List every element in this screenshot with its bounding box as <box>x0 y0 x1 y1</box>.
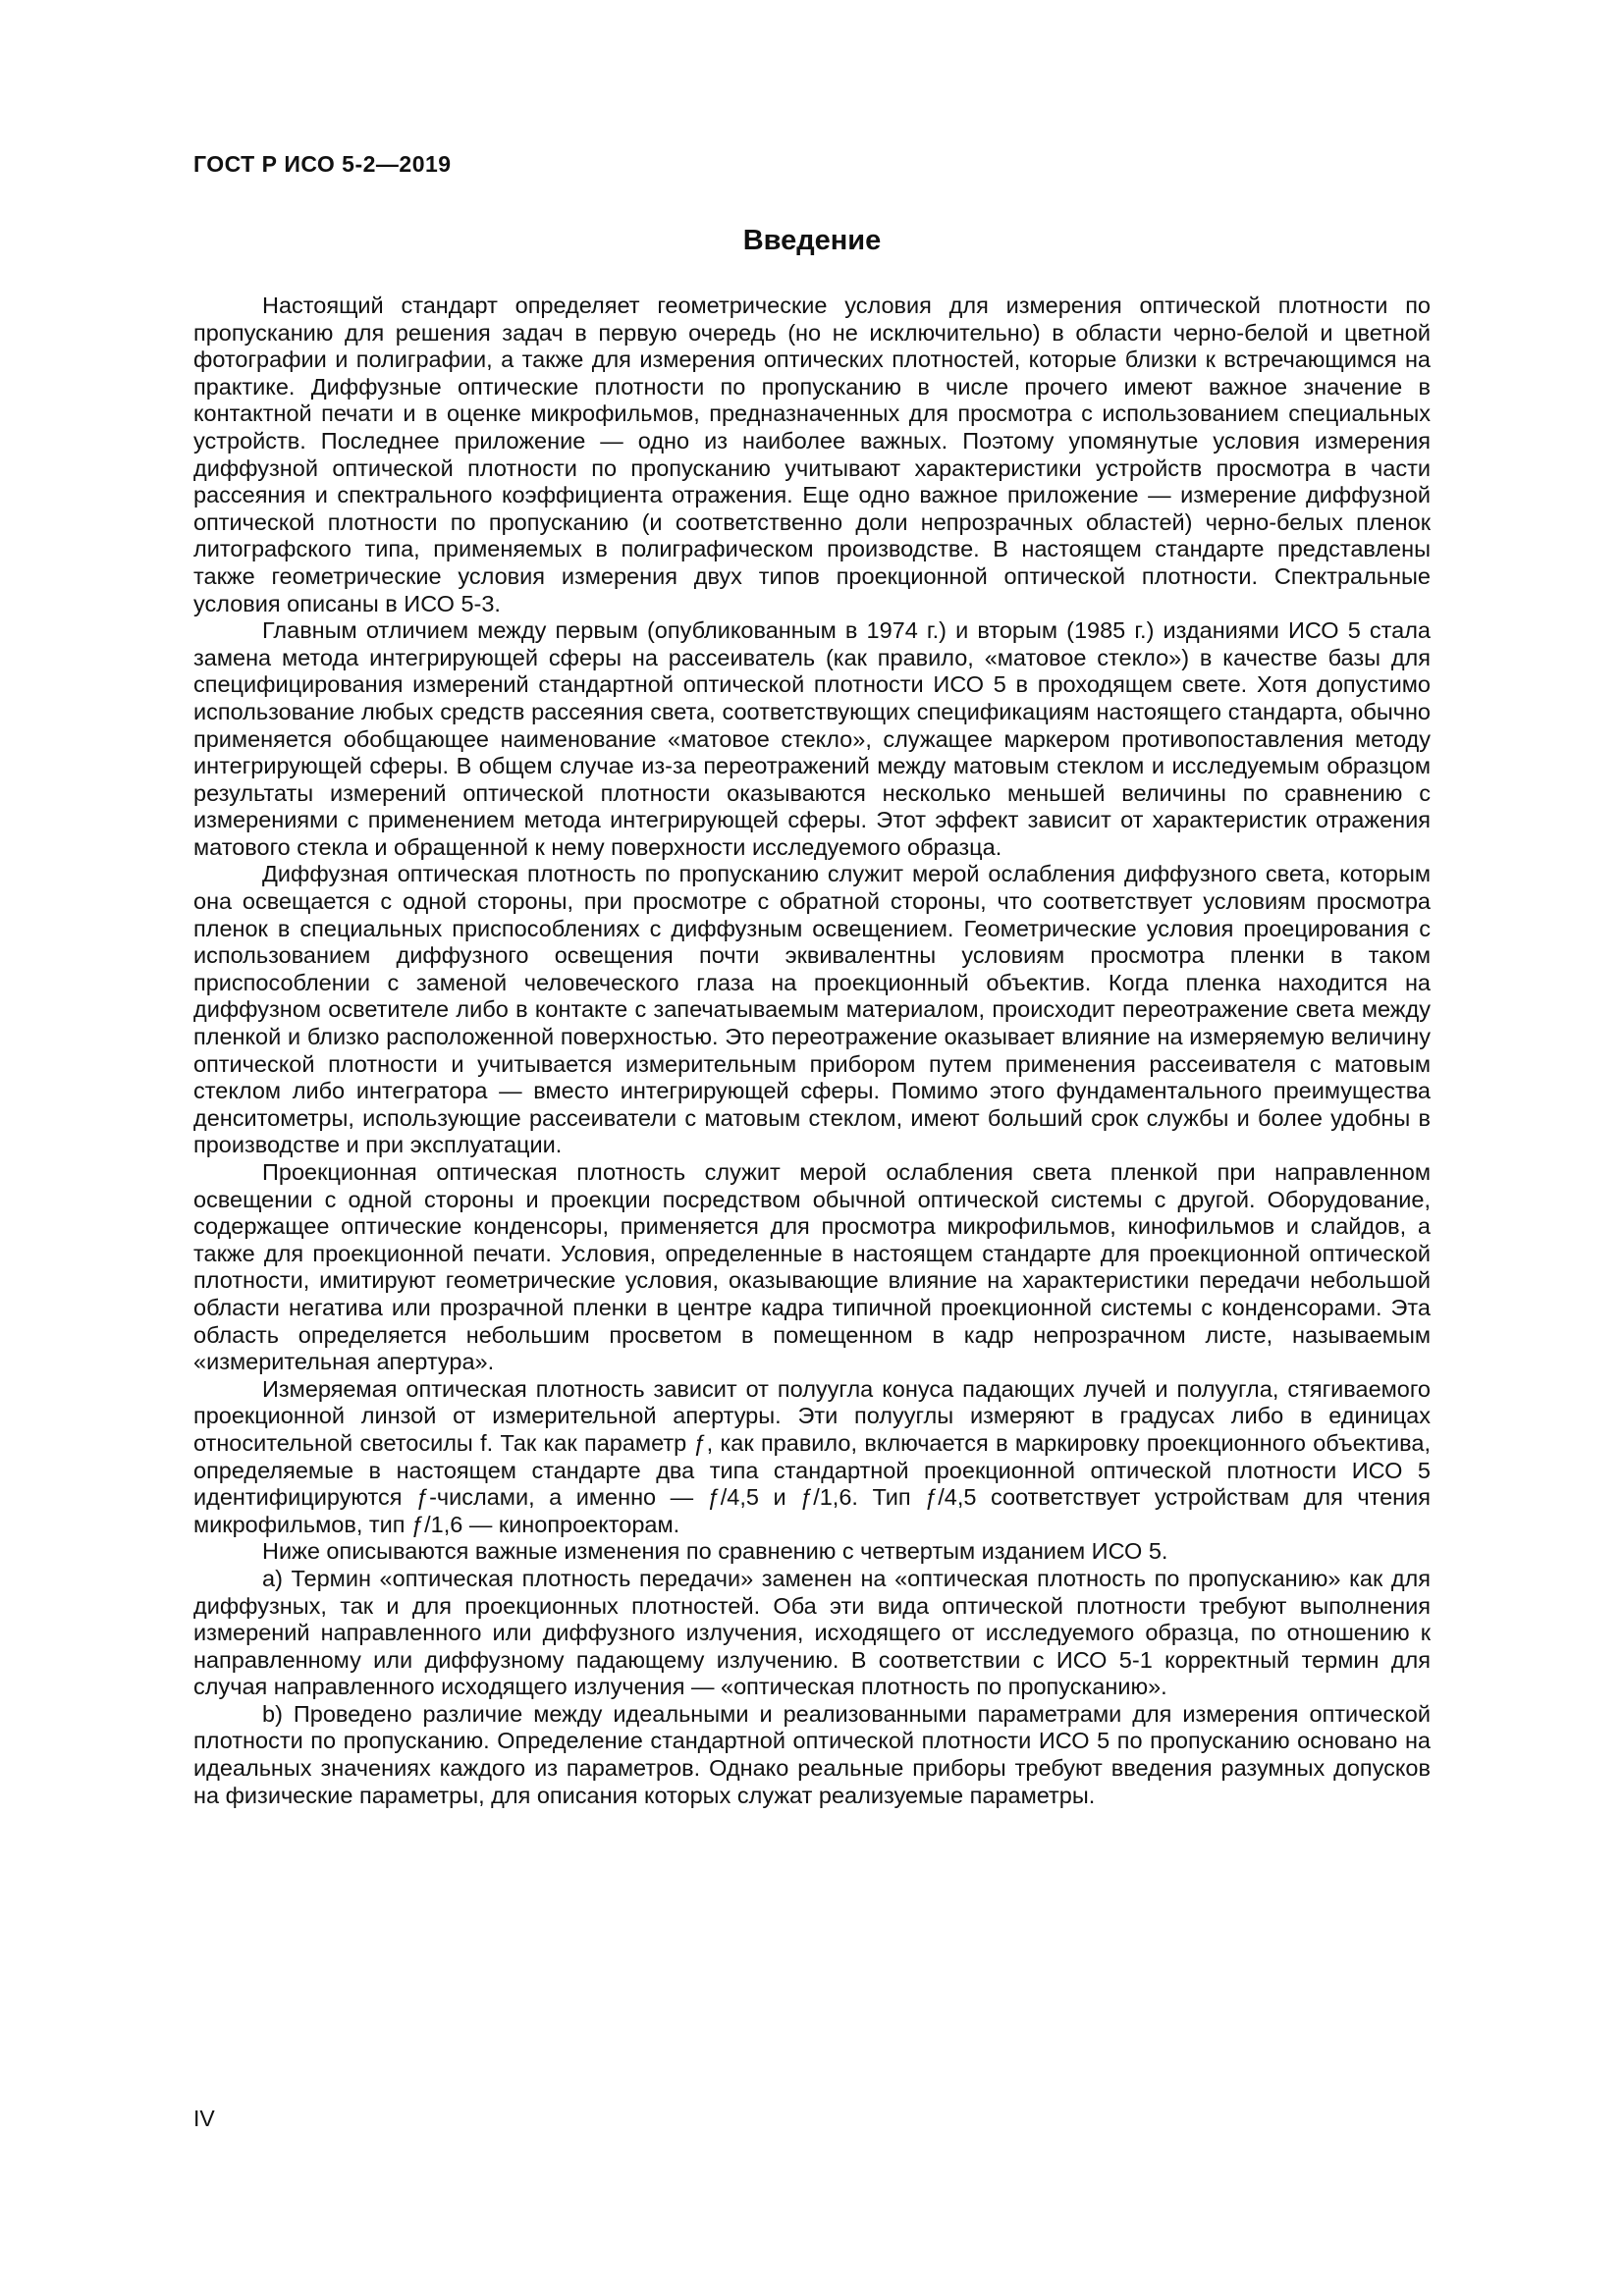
paragraph-diffuse-density: Диффузная оптическая плотность по пропусканию служит мерой ослабления диффузного света, которым она освещается с одной стороны, при просмотре с обратной стороны, что соответствует условиям просмотра пленок в специальных приспособлениях с диффузным освещением. Геометрические условия проецирования с использованием диффузного освещения почти эквивалентны условиям просмотра пленки в таком приспособлении с заменой человеческого глаза на проекционный объектив. Когда пленка находится на диффузном осветителе либо в контакте с запечатываемым материалом, происходит переотражение света между пленкой и близко расположенной поверхностью. Это переотражение оказывает влияние на измеряемую величину оптической плотности и учитывается измерительным прибором путем применения рассеивателя с матовым стеклом либо интегратора — вместо интегрирующей сферы. Помимо этого фундаментального преимущества денситометры, использующие рассеиватели с матовым стеклом, имеют больший срок службы и более удобны в производстве и при эксплуатации. <box>193 861 1431 1158</box>
section-title: Введение <box>742 225 882 256</box>
paragraph-projection-density: Проекционная оптическая плотность служит мерой ослабления света пленкой при направленном освещении с одной стороны и проекции посредством обычной оптической системы с другой. Оборудование, содержащее оптические конденсоры, применяется для просмотра микрофильмов, кинофильмов и слайдов, а также для проекционной печати. Условия, определенные в настоящем стандарте для проекционной оптической плотности, имитируют геометрические условия, оказывающие влияние на характеристики передачи небольшой области негатива или прозрачной пленки в центре кадра типичной проекционной системы с конденсорами. Эта область определяется небольшим просветом в помещенном в кадр непрозрачном листе, называемым «измерительная апертура». <box>193 1159 1431 1375</box>
page-number: IV <box>193 2106 215 2131</box>
paragraph-scope: Настоящий стандарт определяет геометрические условия для измерения оптической плотности по пропусканию для решения задач в первую очередь (но не исключительно) в области черно-белой и цветной фотографии и полиграфии, а также для измерения оптических плотностей, которые близки к встречающимся на практике. Диффузные оптические плотности по пропусканию в числе прочего имеют важное значение в контактной печати и в оценке микрофильмов, предназначенных для просмотра с использованием специальных устройств. Последнее приложение — одно из наиболее важных. Поэтому упомянутые условия измерения диффузной оптической плотности по пропусканию учитывают характеристики устройств просмотра в части рассеяния и спектрального коэффициента отражения. Еще одно важное приложение — измерение диффузной оптической плотности по пропусканию (и соответственно доли непрозрачных областей) черно-белых пленок литографского типа, применяемых в полиграфическом производстве. В настоящем стандарте представлены также геометрические условия измерения двух типов проекционной оптической плотности. Спектральные условия описаны в ИСО 5-3. <box>193 293 1431 616</box>
paragraph-editions-difference: Главным отличием между первым (опубликованным в 1974 г.) и вторым (1985 г.) изданиями ИСО 5 стала замена метода интегрирующей сферы на рассеиватель (как правило, «матовое стекло») в качестве базы для специфицирования измерений стандартной оптической плотности ИСО 5 в проходящем свете. Хотя допустимо использование любых средств рассеяния света, соответствующих спецификациям настоящего стандарта, обычно применяется обобщающее наименование «матовое стекло», служащее маркером противопоставления методу интегрирующей сферы. В общем случае из-за переотражений между матовым стеклом и исследуемым образцом результаты измерений оптической плотности оказываются несколько меньшей величины по сравнению с измерениями с применением метода интегрирующей сферы. Этот эффект зависит от характеристик отражения матового стекла и обращенной к нему поверхности исследуемого образца. <box>193 617 1431 860</box>
paragraph-changes-intro: Ниже описываются важные изменения по сравнению с четвертым изданием ИСО 5. <box>262 1538 1168 1565</box>
standard-designation: ГОСТ Р ИСО 5-2—2019 <box>193 151 452 177</box>
list-item-b: b) Проведено различие между идеальными и реализованными параметрами для измерения оптической плотности по пропусканию. Определение стандартной оптической плотности ИСО 5 по пропусканию основано на идеальных значениях каждого из параметров. Однако реальные приборы требуют введения разумных допусков на физические параметры, для описания которых служат реализуемые параметры. <box>193 1700 1431 1808</box>
body-text <box>193 293 1431 1809</box>
list-item-a: a) Термин «оптическая плотность передачи» заменен на «оптическая плотность по пропусканию» как для диффузных, так и для проекционных плотностей. Оба эти вида оптической плотности требуют выполнения измерений направленного или диффузного излучения, исходящего от исследуемого образца, по отношению к направленному или диффузному падающему излучению. В соответствии с ИСО 5-1 корректный термин для случая направленного исходящего излучения — «оптическая плотность по пропусканию». <box>193 1565 1431 1700</box>
paragraph-half-angles: Измеряемая оптическая плотность зависит от полуугла конуса падающих лучей и полуугла, стягиваемого проекционной линзой от измерительной апертуры. Эти полууглы измеряют в градусах либо в единицах относительной светосилы f. Так как параметр ƒ, как правило, включается в маркировку проекционного объектива, определяемые в настоящем стандарте два типа стандартной проекционной оптической плотности ИСО 5 идентифицируются ƒ-числами, а именно — ƒ/4,5 и ƒ/1,6. Тип ƒ/4,5 соответствует устройствам для чтения микрофильмов, тип ƒ/1,6 — кинопроекторам. <box>193 1375 1431 1537</box>
